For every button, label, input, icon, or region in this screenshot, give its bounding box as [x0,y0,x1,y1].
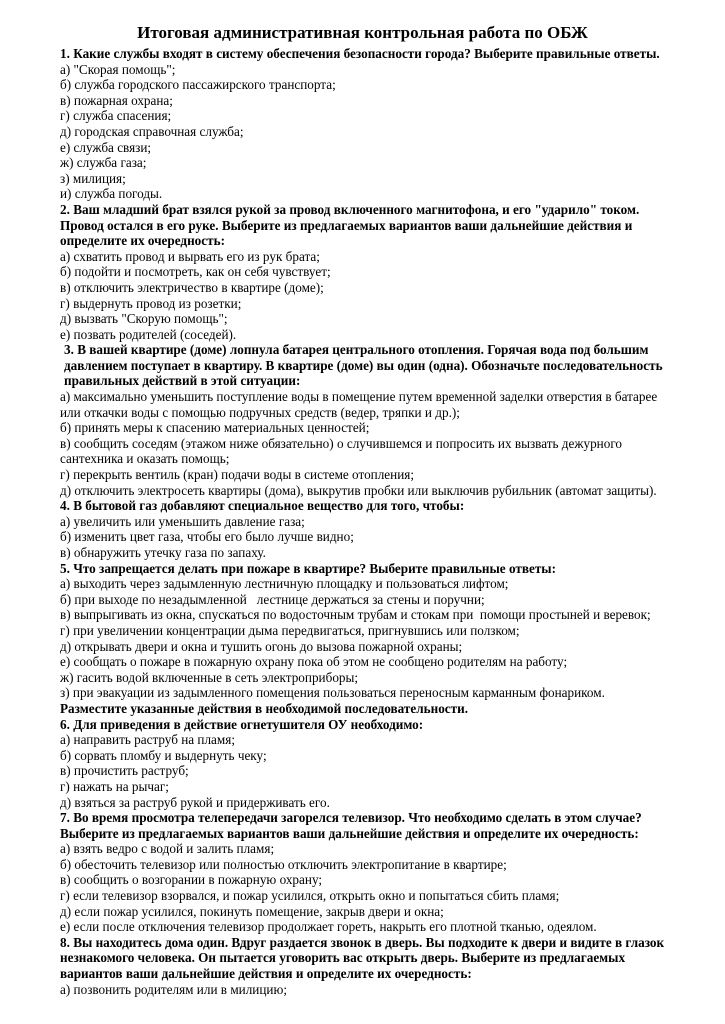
answer-option: а) схватить провод и вырвать его из рук брата; [60,248,320,264]
answer-option: б) принять меры к спасению материальных ценностей; [60,420,370,436]
question-5 [60,561,665,701]
answer-option: а) направить раструб на пламя; [60,732,235,748]
answer-option: ж) гасить водой включенные в сеть электроприборы; [60,669,359,685]
question-text: 1. Какие службы входят в систему обеспечения безопасности города? Выберите правильные ответы. [60,46,660,61]
answer-option: е) сообщать о пожаре в пожарную охрану пока об этом не сообщено родителям на работу; [60,654,568,670]
answer-option: д) взяться за раструб рукой и придерживать его. [60,794,330,810]
question-text: 5. Что запрещается делать при пожаре в квартире? Выберите правильные ответы: [60,560,556,576]
answer-option: а) максимально уменьшить поступление воды в помещение путем временной заделки отверстия в батарее или откачки воды с помощью подручных средств (ведер, тряпки и др.); [60,389,658,420]
answer-option: в) пожарная охрана; [60,92,173,108]
page-title: Итоговая административная контрольная работа по ОБЖ [137,23,588,42]
answer-option: в) отключить электричество в квартире (доме); [60,279,324,295]
question-7 [60,810,665,935]
question-2 [60,202,665,342]
answer-option: д) если пожар усилился, покинуть помещение, закрыв двери и окна; [60,903,444,919]
answer-option: б) подойти и посмотреть, как он себя чувствует; [60,264,331,280]
answer-option: в) сообщить соседям (этажом ниже обязательно) о случившемся и попросить их вызвать дежурного сантехника и оказать помощь; [60,435,622,467]
answer-option: в) прочистить раструб; [60,763,189,779]
answer-option: г) перекрыть вентиль (кран) подачи воды в системе отопления; [60,467,415,483]
answer-option: г) служба спасения; [60,108,172,124]
question-8 [60,935,665,997]
question-6 [60,717,665,811]
answer-option: а) увеличить или уменьшить давление газа; [60,513,305,529]
answer-option: а) "Скорая помощь"; [60,61,176,77]
question-4 [60,498,665,560]
answer-option: б) сорвать пломбу и выдернуть чеку; [60,747,267,763]
answer-option: д) вызвать "Скорую помощь"; [60,311,228,327]
answer-option: з) милиция; [60,170,126,186]
answer-option: е) служба связи; [60,139,152,155]
question-1 [60,46,665,202]
answer-option: а) выходить через задымленную лестничную площадку и пользоваться лифтом; [60,576,509,592]
answer-option: а) взять ведро с водой и залить пламя; [60,841,275,857]
answer-option: а) позвонить родителям или в милицию; [60,981,287,997]
answer-option: е) если после отключения телевизор продолжает гореть, накрыть его плотной тканью, одеялом. [60,919,597,935]
question-text: 8. Вы находитесь дома один. Вдруг раздается звонок в дверь. Вы подходите к двери и видите в глазок незнакомого человека. Он пытается уговорить вас открыть дверь. Выберите из предлагаемых вариантов ваши дальнейшие действия и определите их очередность: [60,934,665,982]
question-text: 6. Для приведения в действие огнетушителя ОУ необходимо: [60,716,424,732]
answer-option: б) обесточить телевизор или полностью отключить электропитание в квартире; [60,856,507,872]
answer-option: в) сообщить о возгорании в пожарную охрану; [60,872,323,888]
question-text: 4. В бытовой газ добавляют специальное вещество для того, чтобы: [60,498,465,514]
answer-option: д) отключить электросеть квартиры (дома), выкрутив пробки или выключив рубильник (автомат защиты). [60,482,657,498]
answer-option: г) выдернуть провод из розетки; [60,295,242,311]
question-3 [60,342,665,498]
answer-option: г) если телевизор взорвался, и пожар усилился, открыть окно и попытаться сбить пламя; [60,888,560,904]
section-instruction: Разместите указанные действия в необходимой последовательности. [60,700,469,716]
answer-option: д) городская справочная служба; [60,123,244,139]
answer-option: в) обнаружить утечку газа по запаху. [60,545,266,560]
answer-option: г) при увеличении концентрации дыма передвигаться, пригнувшись или ползком; [60,622,520,638]
answer-option: б) при выходе по незадымленной лестнице держаться за стены и поручни; [60,591,485,607]
answer-option: г) нажать на рычаг; [60,778,169,794]
answer-option: ж) служба газа; [60,155,147,171]
answer-option: в) выпрыгивать из окна, спускаться по водосточным трубам и стокам при помощи простыней и веревок; [60,607,651,623]
answer-option: б) изменить цвет газа, чтобы его было лучше видно; [60,529,354,545]
answer-option: з) при эвакуации из задымленного помещения пользоваться переносным карманным фонариком. [60,685,605,701]
answer-option: е) позвать родителей (соседей). [60,326,237,342]
question-text: 7. Во время просмотра телепередачи загорелся телевизор. Что необходимо сделать в этом случае? Выберите из предлагаемых вариантов ваши дальнейшие действия и определите их очередность: [60,810,642,841]
answer-option: б) служба городского пассажирского транспорта; [60,77,336,93]
answer-option: д) открывать двери и окна и тушить огонь до вызова пожарной охраны; [60,638,463,654]
question-text: 3. В вашей квартире (доме) лопнула батарея центрального отопления. Горячая вода под большим давлением поступает в квартиру. В квартире (доме) вы один (одна). Обозначьте последовательность правильных действий в этой ситуации: [64,342,663,389]
answer-option: и) служба погоды. [60,186,163,202]
question-text: 2. Ваш младший брат взялся рукой за провод включенного магнитофона, и его "ударило" током. Провод остался в его руке. Выберите из предлагаемых вариантов ваши дальнейшие действия и определите их очередность: [60,201,640,249]
